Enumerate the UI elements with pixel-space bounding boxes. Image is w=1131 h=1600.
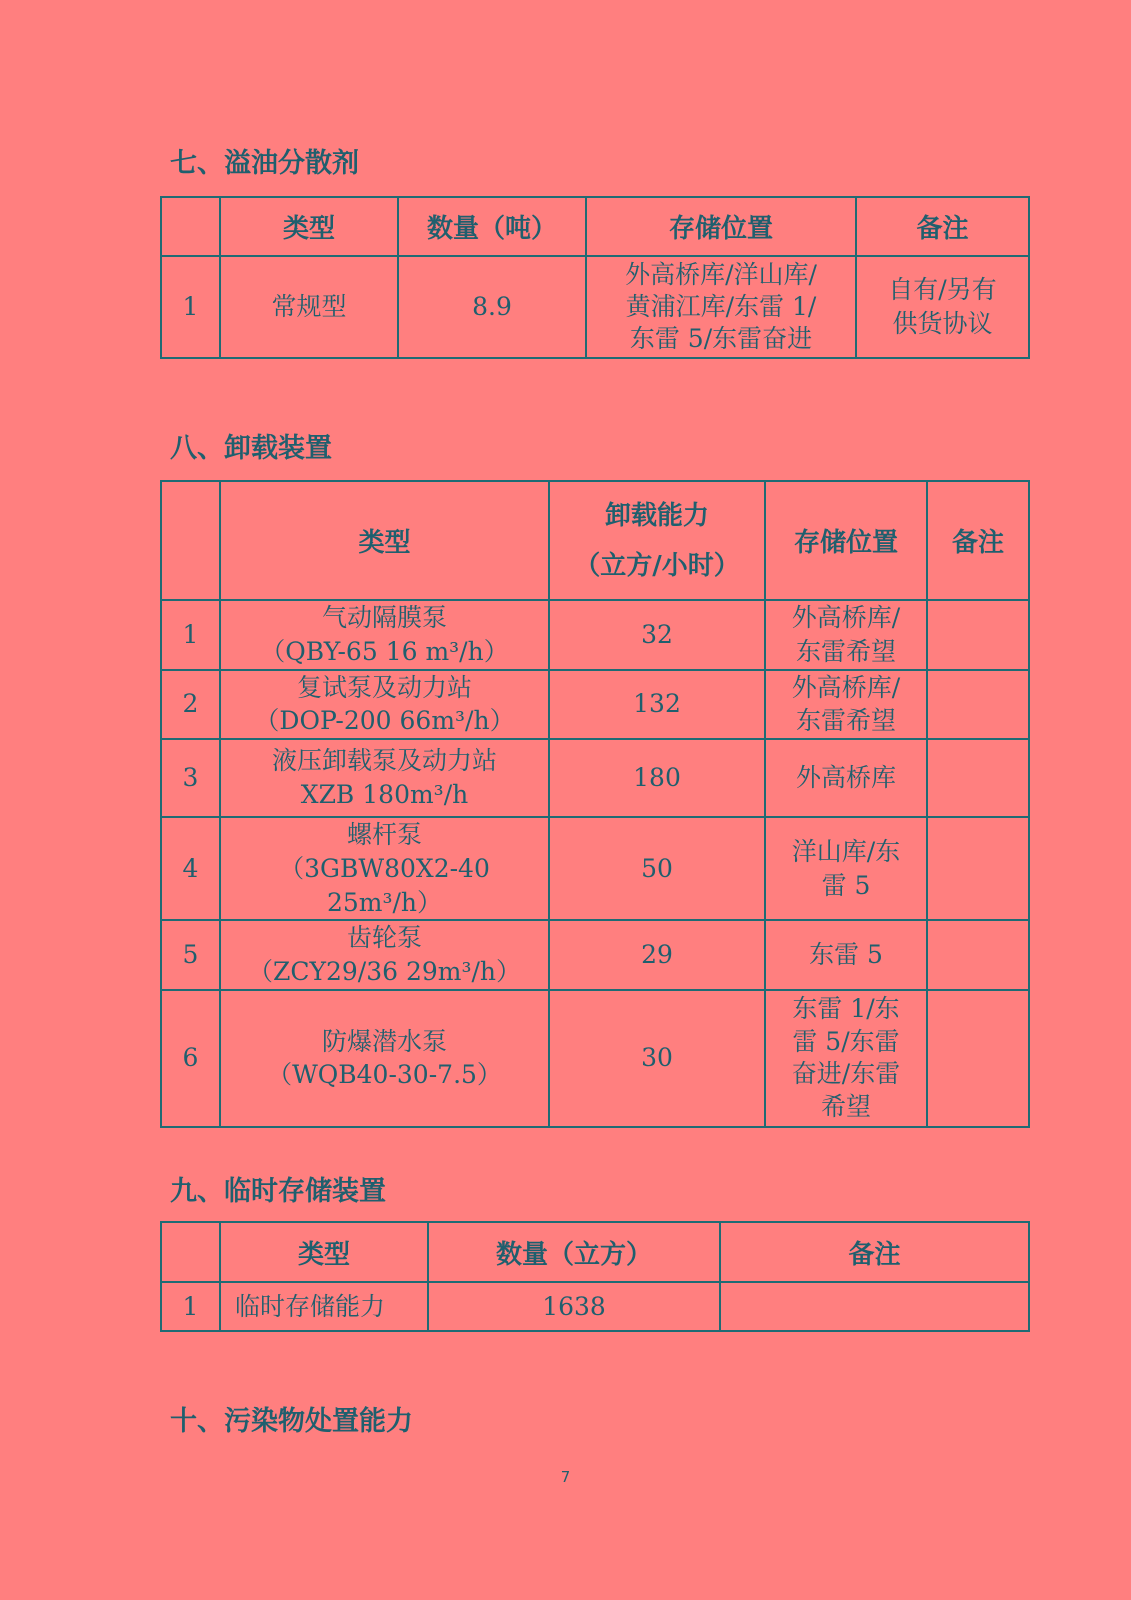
row-type: 齿轮泵 （ZCY29/36 29m³/h） — [220, 920, 549, 990]
table-row — [161, 920, 1029, 990]
row-type: 防爆潜水泵 （WQB40-30-7.5） — [220, 990, 549, 1127]
header-location: 存储位置 — [586, 197, 856, 256]
row-no: 1 — [161, 1282, 220, 1331]
row-note — [927, 817, 1029, 920]
row-no: 3 — [161, 739, 220, 817]
row-capacity: 180 — [549, 739, 765, 817]
row-location: 外高桥库/ 东雷希望 — [765, 600, 927, 670]
header-no — [161, 1222, 220, 1282]
header-capacity-line1: 卸载能力 — [604, 500, 709, 531]
row-note — [927, 739, 1029, 817]
row-no: 2 — [161, 670, 220, 740]
table-row — [161, 817, 1029, 920]
row-type: 复试泵及动力站 （DOP-200 66m³/h） — [220, 670, 549, 740]
row-type: 气动隔膜泵 （QBY-65 16 m³/h） — [220, 600, 549, 670]
header-note: 备注 — [927, 481, 1029, 600]
section-9-title: 九、临时存储装置 — [170, 1176, 386, 1207]
row-location: 洋山库/东 雷 5 — [765, 817, 927, 920]
row-no: 1 — [161, 256, 220, 358]
row-location: 东雷 1/东 雷 5/东雷 奋进/东雷 希望 — [765, 990, 927, 1127]
table-row — [161, 670, 1029, 740]
row-no: 4 — [161, 817, 220, 920]
row-location: 外高桥库/洋山库/ 黄浦江库/东雷 1/ 东雷 5/东雷奋进 — [586, 256, 856, 358]
row-type: 螺杆泵 （3GBW80X2-40 25m³/h） — [220, 817, 549, 920]
header-type: 类型 — [220, 481, 549, 600]
header-type: 类型 — [220, 197, 398, 256]
row-no: 1 — [161, 600, 220, 670]
table-row — [161, 256, 1029, 358]
table-row — [161, 1282, 1029, 1331]
row-capacity: 50 — [549, 817, 765, 920]
row-type: 常规型 — [220, 256, 398, 358]
unloading-device-table — [160, 480, 1030, 1128]
header-type: 类型 — [220, 1222, 428, 1282]
row-note — [927, 920, 1029, 990]
row-capacity: 29 — [549, 920, 765, 990]
header-location: 存储位置 — [765, 481, 927, 600]
row-location: 东雷 5 — [765, 920, 927, 990]
row-type: 液压卸载泵及动力站 XZB 180m³/h — [220, 739, 549, 817]
header-capacity — [549, 481, 765, 600]
row-no: 6 — [161, 990, 220, 1127]
temporary-storage-table — [160, 1221, 1030, 1332]
row-capacity: 132 — [549, 670, 765, 740]
table-header-row — [161, 1222, 1029, 1282]
table-row — [161, 600, 1029, 670]
section-10-title: 十、污染物处置能力 — [170, 1406, 413, 1437]
page-number: 7 — [560, 1468, 571, 1486]
row-capacity: 32 — [549, 600, 765, 670]
row-type: 临时存储能力 — [220, 1282, 428, 1331]
header-capacity-line2: （立方/小时） — [574, 550, 740, 581]
row-note: 自有/另有 供货协议 — [856, 256, 1029, 358]
table-header-row — [161, 197, 1029, 256]
row-location: 外高桥库/ 东雷希望 — [765, 670, 927, 740]
header-quantity: 数量（吨） — [398, 197, 586, 256]
header-no — [161, 481, 220, 600]
row-note — [927, 990, 1029, 1127]
table-row — [161, 739, 1029, 817]
header-quantity: 数量（立方） — [428, 1222, 720, 1282]
table-header-row — [161, 481, 1029, 600]
row-quantity: 1638 — [428, 1282, 720, 1331]
row-location: 外高桥库 — [765, 739, 927, 817]
row-quantity: 8.9 — [398, 256, 586, 358]
row-capacity: 30 — [549, 990, 765, 1127]
dispersant-table — [160, 196, 1030, 359]
row-note — [720, 1282, 1029, 1331]
row-note — [927, 600, 1029, 670]
row-no: 5 — [161, 920, 220, 990]
row-note — [927, 670, 1029, 740]
header-no — [161, 197, 220, 256]
section-8-title: 八、卸载装置 — [170, 433, 332, 464]
header-note: 备注 — [720, 1222, 1029, 1282]
header-note: 备注 — [856, 197, 1029, 256]
table-row — [161, 990, 1029, 1127]
section-7-title: 七、溢油分散剂 — [170, 148, 359, 179]
